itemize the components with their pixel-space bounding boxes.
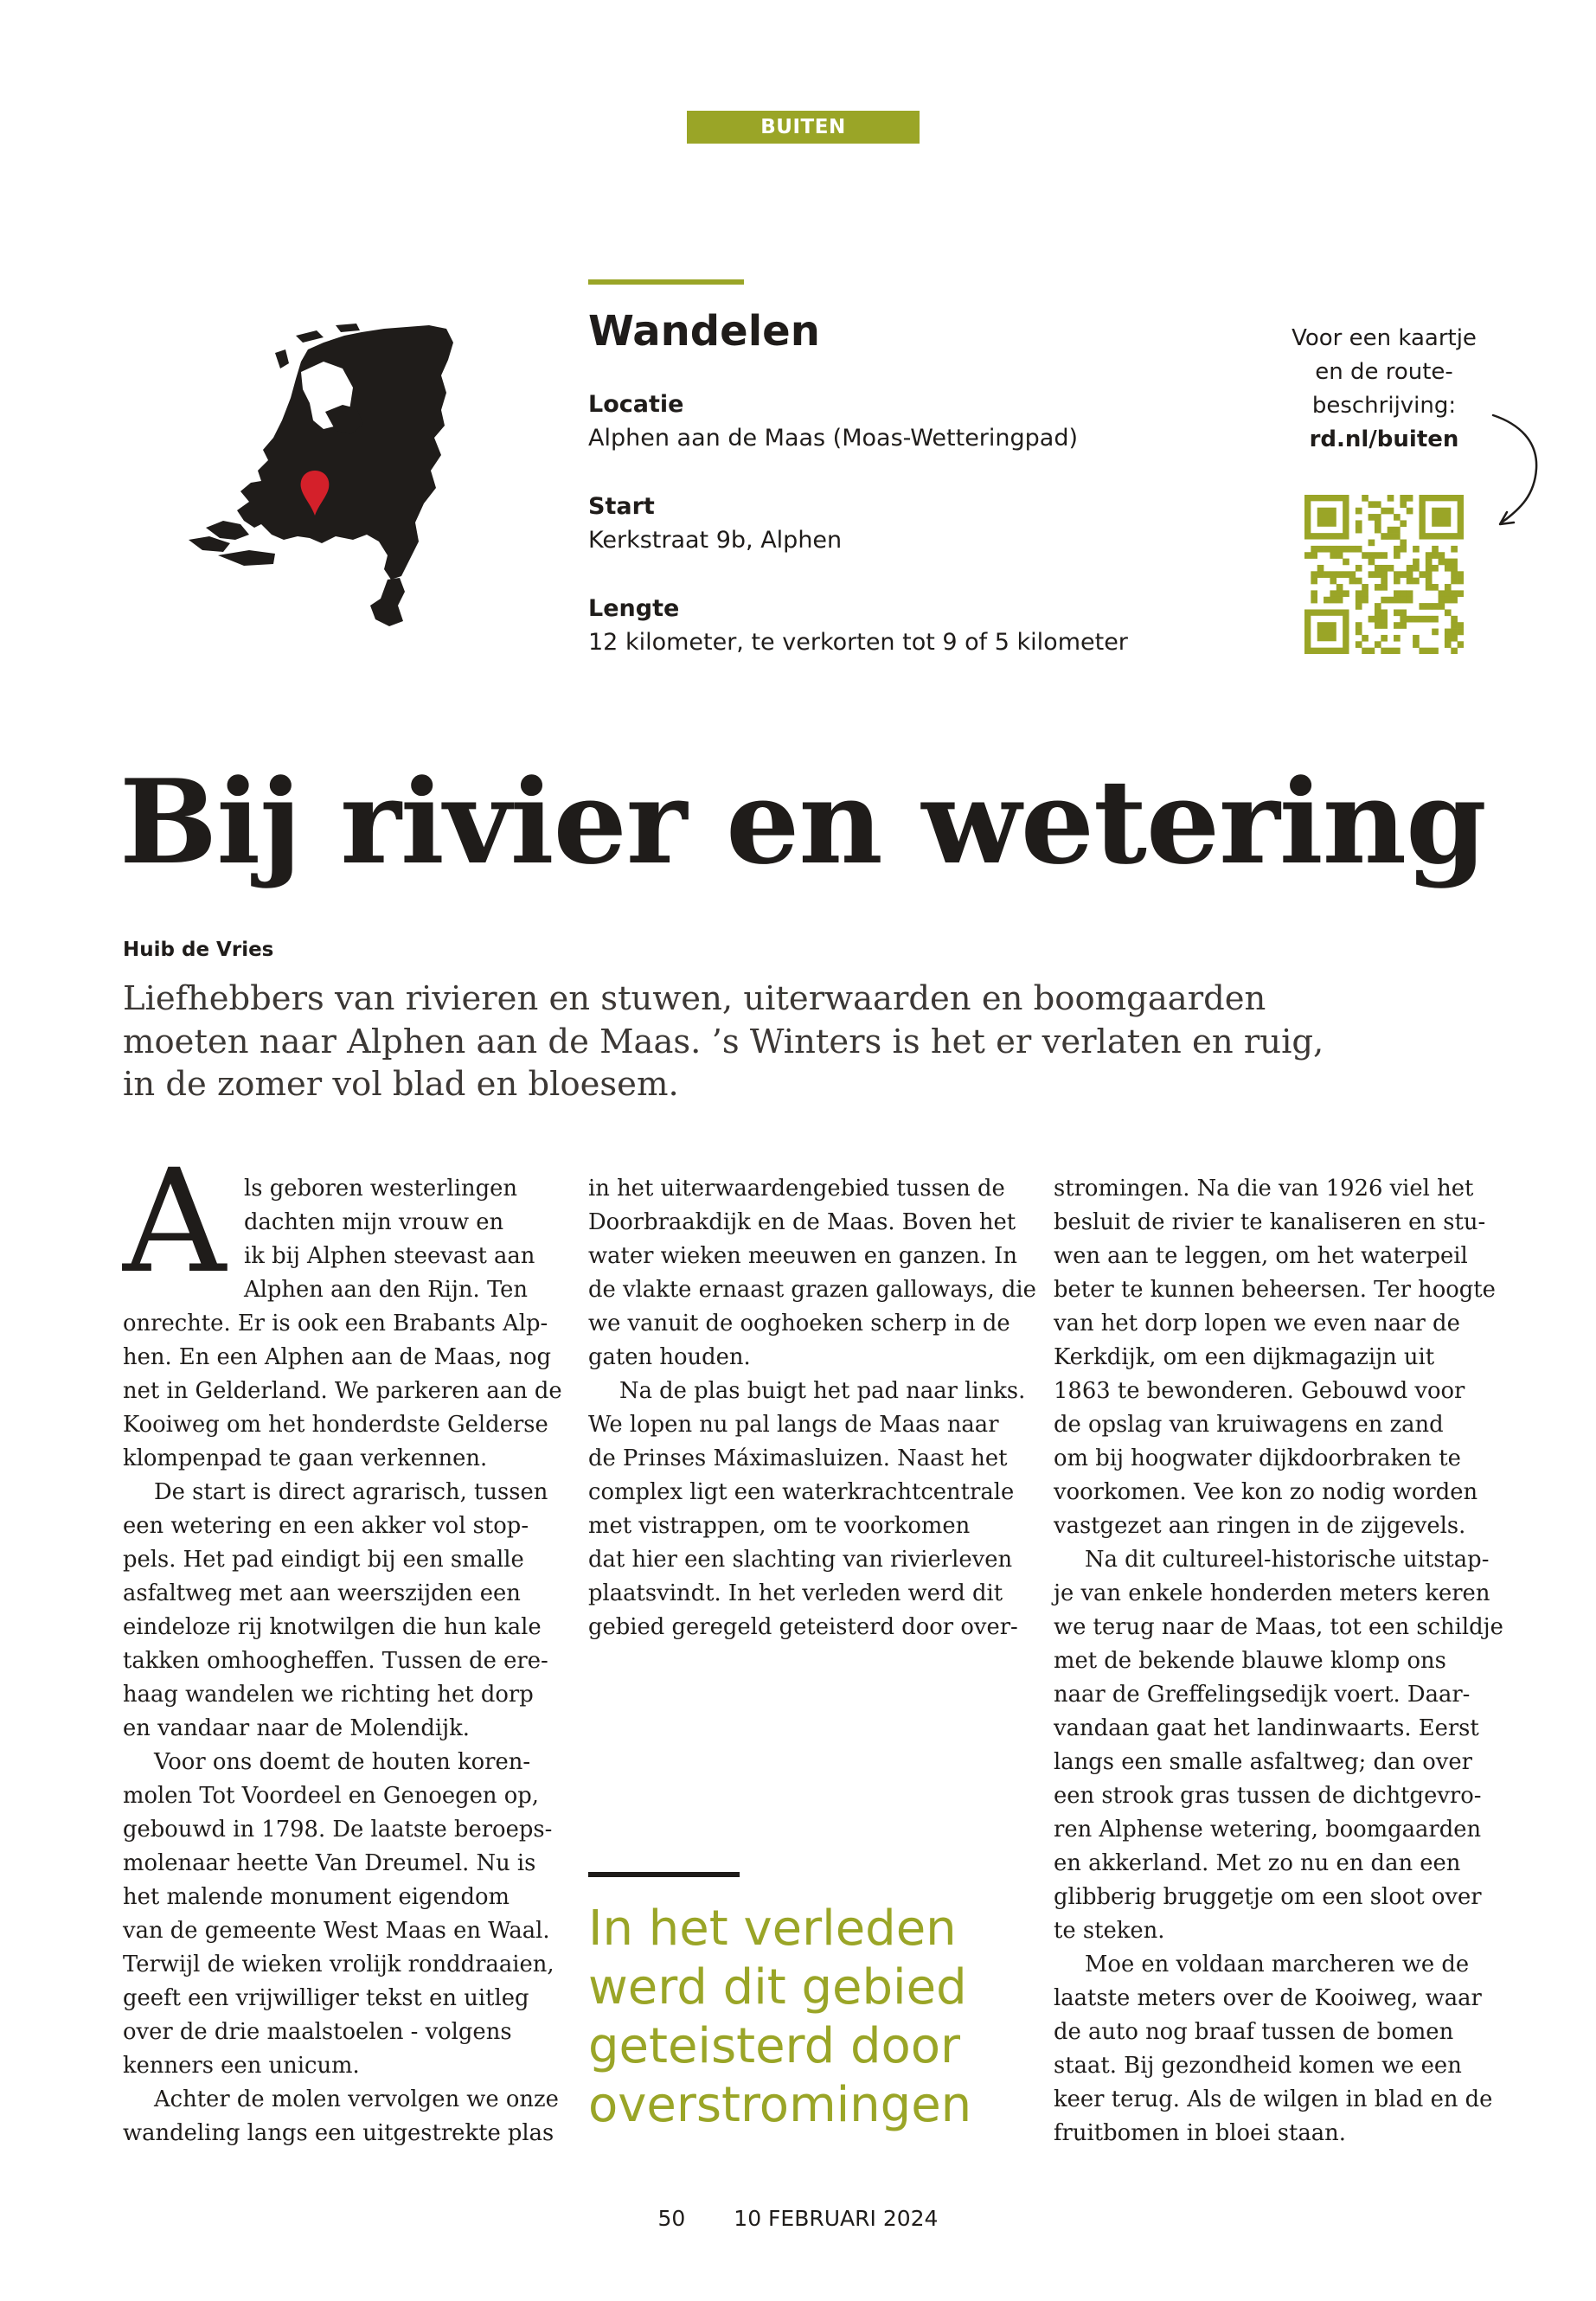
body-line: Kooiweg om het honderdste Gelderse bbox=[123, 1412, 548, 1438]
qr-note-url[interactable]: rd.nl/buiten bbox=[1309, 426, 1459, 452]
body-line: beter te kunnen beheersen. Ter hoogte bbox=[1054, 1277, 1496, 1303]
body-line: vastgezet aan ringen in de zijgevels. bbox=[1054, 1513, 1466, 1539]
body-line: gebied geregeld geteisterd door over- bbox=[588, 1614, 1018, 1640]
pull-quote bbox=[588, 1900, 971, 2135]
start-value: Kerkstraat 9b, Alphen bbox=[588, 527, 843, 554]
pull-quote-rule bbox=[588, 1872, 740, 1877]
body-line: Na dit cultureel-historische uitstap- bbox=[1085, 1547, 1490, 1573]
body-line: glibberig bruggetje om een sloot over bbox=[1054, 1884, 1482, 1910]
body-line: staat. Bij gezondheid komen we een bbox=[1054, 2053, 1462, 2079]
body-line: te steken. bbox=[1054, 1918, 1165, 1944]
body-line: van het dorp lopen we even naar de bbox=[1054, 1311, 1460, 1336]
pull-quote-line: geteisterd door bbox=[588, 2018, 961, 2074]
qr-note-line: Voor een kaartje bbox=[1292, 325, 1477, 351]
intro-line: in de zomer vol blad en bloesem. bbox=[123, 1065, 679, 1104]
body-line: een wetering en een akker vol stop- bbox=[123, 1513, 529, 1539]
body-line: complex ligt een waterkrachtcentrale bbox=[588, 1479, 1015, 1505]
body-line: je van enkele honderden meters keren bbox=[1054, 1580, 1490, 1606]
page-footer bbox=[0, 2206, 1596, 2231]
body-line: wandeling langs een uitgestrekte plas bbox=[123, 2120, 554, 2146]
body-line: We lopen nu pal langs de Maas naar bbox=[588, 1412, 999, 1438]
body-line: Voor ons doemt de houten koren- bbox=[154, 1749, 531, 1775]
body-line: plaatsvindt. In het verleden werd dit bbox=[588, 1580, 1003, 1606]
body-line: het malende monument eigendom bbox=[123, 1884, 510, 1910]
body-line: onrechte. Er is ook een Brabants Alp- bbox=[123, 1311, 548, 1336]
body-line: Kerkdijk, om een dijkmagazijn uit bbox=[1054, 1344, 1435, 1370]
body-line: 1863 te bewonderen. Gebouwd voor bbox=[1054, 1378, 1465, 1404]
start-label: Start bbox=[588, 493, 655, 520]
dropcap: A bbox=[123, 1138, 227, 1304]
body-line: Achter de molen vervolgen we onze bbox=[154, 2086, 559, 2112]
column-2 bbox=[588, 1172, 1038, 1644]
body-line: gaten houden. bbox=[588, 1344, 751, 1370]
location-value: Alphen aan de Maas (Moas-Wetteringpad) bbox=[588, 425, 1079, 452]
netherlands-map-icon bbox=[171, 324, 465, 630]
body-line: keer terug. Als de wilgen in blad en de bbox=[1054, 2086, 1493, 2112]
body-line: stromingen. Na die van 1926 viel het bbox=[1054, 1176, 1474, 1202]
body-line: ls geboren westerlingen bbox=[244, 1176, 517, 1202]
body-line: en akkerland. Met zo nu en dan een bbox=[1054, 1850, 1461, 1876]
pull-quote-line: werd dit gebied bbox=[588, 1959, 967, 2016]
body-line: Na de plas buigt het pad naar links. bbox=[619, 1378, 1026, 1404]
body-line: haag wandelen we richting het dorp bbox=[123, 1682, 534, 1708]
body-line: over de drie maalstoelen - volgens bbox=[123, 2019, 512, 2045]
body-line: met de bekende blauwe klomp ons bbox=[1054, 1648, 1446, 1674]
length-value: 12 kilometer, te verkorten tot 9 of 5 kilometer bbox=[588, 629, 1128, 656]
intro-line: moeten naar Alphen aan de Maas. ’s Winters is het er verlaten en ruig, bbox=[123, 1022, 1324, 1061]
body-line: pels. Het pad eindigt bij een smalle bbox=[123, 1547, 524, 1573]
body-line: Terwijl de wieken vrolijk ronddraaien, bbox=[123, 1952, 554, 1977]
body-line: we terug naar de Maas, tot een schildje bbox=[1054, 1614, 1503, 1640]
body-line: net in Gelderland. We parkeren aan de bbox=[123, 1378, 562, 1404]
body-line: de opslag van kruiwagens en zand bbox=[1054, 1412, 1444, 1438]
body-line: besluit de rivier te kanaliseren en stu- bbox=[1054, 1209, 1486, 1235]
byline: Huib de Vries bbox=[123, 939, 274, 961]
body-line: met vistrappen, om te voorkomen bbox=[588, 1513, 971, 1539]
body-line: ik bij Alphen steevast aan bbox=[244, 1243, 535, 1269]
body-line: de auto nog braaf tussen de bomen bbox=[1054, 2019, 1454, 2045]
body-line: dat hier een slachting van rivierleven bbox=[588, 1547, 1013, 1573]
body-line: in het uiterwaardengebied tussen de bbox=[588, 1176, 1005, 1202]
qr-code-icon[interactable] bbox=[1304, 495, 1464, 654]
body-line: Doorbraakdijk en de Maas. Boven het bbox=[588, 1209, 1016, 1235]
body-line: molenaar heette Van Dreumel. Nu is bbox=[123, 1850, 536, 1876]
body-line: een strook gras tussen de dichtgevro- bbox=[1054, 1783, 1482, 1809]
location-label: Locatie bbox=[588, 391, 684, 418]
body-line: water wieken meeuwen en ganzen. In bbox=[588, 1243, 1017, 1269]
body-line: geeft een vrijwilliger tekst en uitleg bbox=[123, 1985, 529, 2011]
column-1 bbox=[123, 1172, 573, 2150]
pull-quote-line: In het verleden bbox=[588, 1900, 957, 1957]
body-line: molen Tot Voordeel en Genoegen op, bbox=[123, 1783, 539, 1809]
qr-note-line: beschrijving: bbox=[1311, 393, 1457, 419]
body-line: hen. En een Alphen aan de Maas, nog bbox=[123, 1344, 552, 1370]
curved-arrow-icon bbox=[1484, 407, 1554, 545]
intro-line: Liefhebbers van rivieren en stuwen, uiterwaarden en boomgaarden bbox=[123, 979, 1266, 1018]
body-line: klompenpad te gaan verkennen. bbox=[123, 1445, 488, 1471]
body-line: Alphen aan den Rijn. Ten bbox=[244, 1277, 529, 1303]
body-line: Moe en voldaan marcheren we de bbox=[1085, 1952, 1470, 1977]
section-tag: BUITEN bbox=[687, 111, 920, 144]
body-line: wen aan te leggen, om het waterpeil bbox=[1054, 1243, 1468, 1269]
intro bbox=[123, 977, 1324, 1106]
body-line: we vanuit de ooghoeken scherp in de bbox=[588, 1311, 1010, 1336]
body-line: de vlakte ernaast grazen galloways, die bbox=[588, 1277, 1036, 1303]
body-line: om bij hoogwater dijkdoorbraken te bbox=[1054, 1445, 1461, 1471]
body-line: langs een smalle asfaltweg; dan over bbox=[1054, 1749, 1472, 1775]
body-line: gebouwd in 1798. De laatste beroeps- bbox=[123, 1817, 553, 1843]
info-rule bbox=[588, 279, 744, 285]
issue-date: 10 FEBRUARI 2024 bbox=[734, 2206, 939, 2231]
length-label: Lengte bbox=[588, 595, 680, 622]
body-line: voorkomen. Vee kon zo nodig worden bbox=[1054, 1479, 1478, 1505]
pull-quote-line: overstromingen bbox=[588, 2077, 972, 2133]
body-line: fruitbomen in bloei staan. bbox=[1054, 2120, 1346, 2146]
body-line: laatste meters over de Kooiweg, waar bbox=[1054, 1985, 1482, 2011]
body-line: takken omhoogheffen. Tussen de ere- bbox=[123, 1648, 548, 1674]
body-line: De start is direct agrarisch, tussen bbox=[154, 1479, 548, 1505]
body-line: vandaan gaat het landinwaarts. Eerst bbox=[1054, 1715, 1479, 1741]
body-line: dachten mijn vrouw en bbox=[244, 1209, 504, 1235]
body-line: de Prinses Máximasluizen. Naast het bbox=[588, 1445, 1008, 1471]
headline: Bij rivier en wetering bbox=[119, 753, 1486, 890]
body-line: asfaltweg met aan weerszijden een bbox=[123, 1580, 521, 1606]
column-3 bbox=[1054, 1172, 1503, 2150]
body-line: kenners een unicum. bbox=[123, 2053, 360, 2079]
page-number: 50 bbox=[657, 2206, 686, 2231]
body-line: eindeloze rij knotwilgen die hun kale bbox=[123, 1614, 542, 1640]
body-line: naar de Greffelingsedijk voert. Daar- bbox=[1054, 1682, 1471, 1708]
body-line: en vandaar naar de Molendijk. bbox=[123, 1715, 471, 1741]
qr-note-line: en de route- bbox=[1315, 359, 1453, 385]
body-line: van de gemeente West Maas en Waal. bbox=[123, 1918, 550, 1944]
info-title: Wandelen bbox=[588, 307, 820, 356]
body-line: ren Alphense wetering, boomgaarden bbox=[1054, 1817, 1482, 1843]
